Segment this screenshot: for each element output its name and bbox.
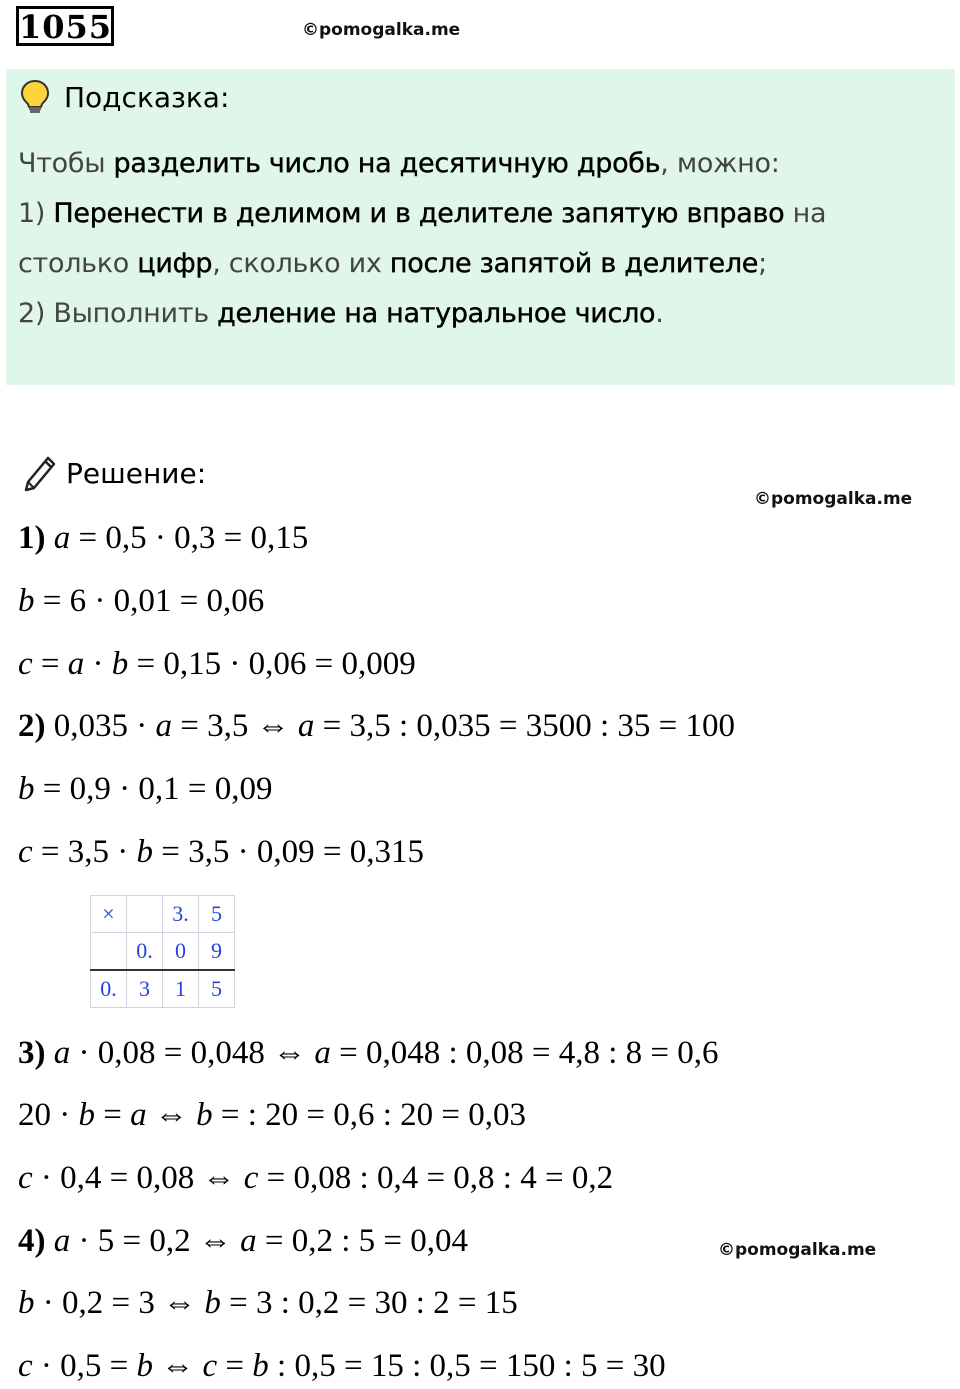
variable: b <box>136 1348 154 1384</box>
expression: = 0,2 : 5 = 0,04 <box>256 1223 468 1259</box>
equation-line <box>18 1346 666 1386</box>
hint-line <box>18 146 780 182</box>
expression: · 0,4 = 0,08 ⇔ <box>32 1160 244 1196</box>
expression: = 0,15 · 0,06 = 0,009 <box>128 646 416 682</box>
hint-text-segment: , можно: <box>660 148 780 179</box>
variable: a <box>67 646 85 682</box>
watermark: ©pomogalka.me <box>754 489 913 509</box>
equation-line <box>18 518 308 558</box>
variable: b <box>18 1285 35 1321</box>
pencil-icon <box>20 452 60 492</box>
lightbulb-icon <box>20 79 50 115</box>
variable: a <box>53 1035 71 1071</box>
multiplication-cell: 1 <box>163 970 199 1008</box>
step-number: 1) <box>18 520 46 556</box>
variable: b <box>136 834 154 870</box>
multiplication-cell: 9 <box>199 933 235 971</box>
hint-text-segment: на <box>784 198 827 229</box>
hint-text-segment: 2) Выполнить <box>18 298 218 329</box>
hint-text-segment: , сколько их <box>212 248 390 279</box>
solution-title: Решение: <box>66 457 207 490</box>
expression: = 6 · 0,01 = 0,06 <box>34 583 265 619</box>
expression: = <box>95 1097 131 1133</box>
expression: = <box>217 1348 253 1384</box>
equation-line <box>18 581 264 621</box>
multiplication-row <box>91 970 235 1008</box>
variable: a <box>155 708 172 744</box>
multiplication-cell: 3 <box>127 970 163 1008</box>
hint-line <box>18 196 826 232</box>
multiplication-cell: 5 <box>199 970 235 1008</box>
expression: · <box>84 646 112 682</box>
multiplication-cell: 3. <box>163 896 199 933</box>
variable: b <box>196 1097 213 1133</box>
expression: ⇔ <box>146 1097 197 1133</box>
variable: b <box>252 1348 269 1384</box>
multiplication-cell: 5 <box>199 896 235 933</box>
variable: b <box>111 646 129 682</box>
watermark: ©pomogalka.me <box>718 1240 877 1260</box>
expression: : 0,5 = 15 : 0,5 = 150 : 5 = 30 <box>268 1348 666 1384</box>
equation-line <box>18 1283 518 1323</box>
equation-line <box>18 644 416 684</box>
step-number: 2) <box>18 708 46 744</box>
hint-text-segment: ; <box>758 248 767 279</box>
expression: = 3,5 · 0,09 = 0,315 <box>153 834 424 870</box>
equation-line <box>18 1221 468 1261</box>
hint-text-segment: . <box>655 298 664 329</box>
variable: a <box>53 1223 71 1259</box>
variable: c <box>18 834 33 870</box>
expression: 0,035 · <box>45 708 156 744</box>
variable: b <box>78 1097 95 1133</box>
multiplication-row <box>91 933 235 971</box>
expression: · 0,08 = 0,048 ⇔ <box>70 1035 315 1071</box>
variable: b <box>18 771 35 807</box>
step-number: 4) <box>18 1223 46 1259</box>
equation-line <box>18 832 424 872</box>
expression: · 0,2 = 3 ⇔ <box>34 1285 205 1321</box>
hint-title: Подсказка: <box>64 81 230 114</box>
hint-emphasis: после запятой в делителе <box>389 248 759 279</box>
step-number: 3) <box>18 1035 46 1071</box>
variable: c <box>18 646 33 682</box>
variable: a <box>130 1097 147 1133</box>
expression: = <box>32 646 68 682</box>
multiplication-table <box>90 895 235 1008</box>
multiplication-cell: × <box>91 896 127 933</box>
expression: = 0,08 : 0,4 = 0,8 : 4 = 0,2 <box>258 1160 614 1196</box>
equation-line <box>18 769 272 809</box>
hint-line <box>18 246 767 282</box>
hint-emphasis: деление на натуральное число <box>217 298 656 329</box>
multiplication-cell: 0. <box>127 933 163 971</box>
equation-line <box>18 1033 719 1073</box>
expression: = 0,9 · 0,1 = 0,09 <box>34 771 273 807</box>
variable: a <box>53 520 71 556</box>
multiplication-cell <box>91 933 127 971</box>
variable: b <box>18 583 35 619</box>
hint-text-segment: Чтобы <box>18 148 114 179</box>
variable: c <box>243 1160 259 1196</box>
variable: a <box>297 708 315 744</box>
expression: = : 20 = 0,6 : 20 = 0,03 <box>212 1097 527 1133</box>
equation-line <box>18 706 735 746</box>
expression: · 0,5 = <box>32 1348 137 1384</box>
equation-line <box>18 1095 526 1135</box>
expression <box>46 1035 54 1071</box>
multiplication-cell: 0 <box>163 933 199 971</box>
multiplication-cell <box>127 896 163 933</box>
expression: = 3 : 0,2 = 30 : 2 = 15 <box>220 1285 518 1321</box>
hint-text-segment: 1) <box>18 198 54 229</box>
expression: = 3,5 ⇔ <box>172 708 298 744</box>
variable: b <box>204 1285 221 1321</box>
expression: 20 · <box>18 1097 79 1133</box>
hint-emphasis: разделить число на десятичную дробь <box>113 148 661 179</box>
equation-line <box>18 1158 613 1198</box>
expression: = 0,048 : 0,08 = 4,8 : 8 = 0,6 <box>330 1035 719 1071</box>
hint-text-segment: столько <box>18 248 138 279</box>
expression: = 3,5 · <box>32 834 137 870</box>
variable: c <box>202 1348 218 1384</box>
expression <box>46 1223 54 1259</box>
multiplication-row <box>91 896 235 933</box>
watermark: ©pomogalka.me <box>302 20 461 40</box>
variable: c <box>18 1160 33 1196</box>
variable: c <box>18 1348 33 1384</box>
variable: a <box>314 1035 331 1071</box>
task-number: 1055 <box>16 6 114 46</box>
variable: a <box>240 1223 257 1259</box>
expression: ⇔ <box>153 1348 203 1384</box>
hint-emphasis: цифр <box>137 248 213 279</box>
hint-emphasis: Перенести в делимом и в делителе запятую вправо <box>53 198 785 229</box>
expression: = 3,5 : 0,035 = 3500 : 35 = 100 <box>314 708 736 744</box>
expression <box>46 520 54 556</box>
expression: = 0,5 · 0,3 = 0,15 <box>70 520 309 556</box>
hint-line <box>18 296 664 332</box>
multiplication-cell: 0. <box>91 970 127 1008</box>
expression: · 5 = 0,2 ⇔ <box>70 1223 241 1259</box>
